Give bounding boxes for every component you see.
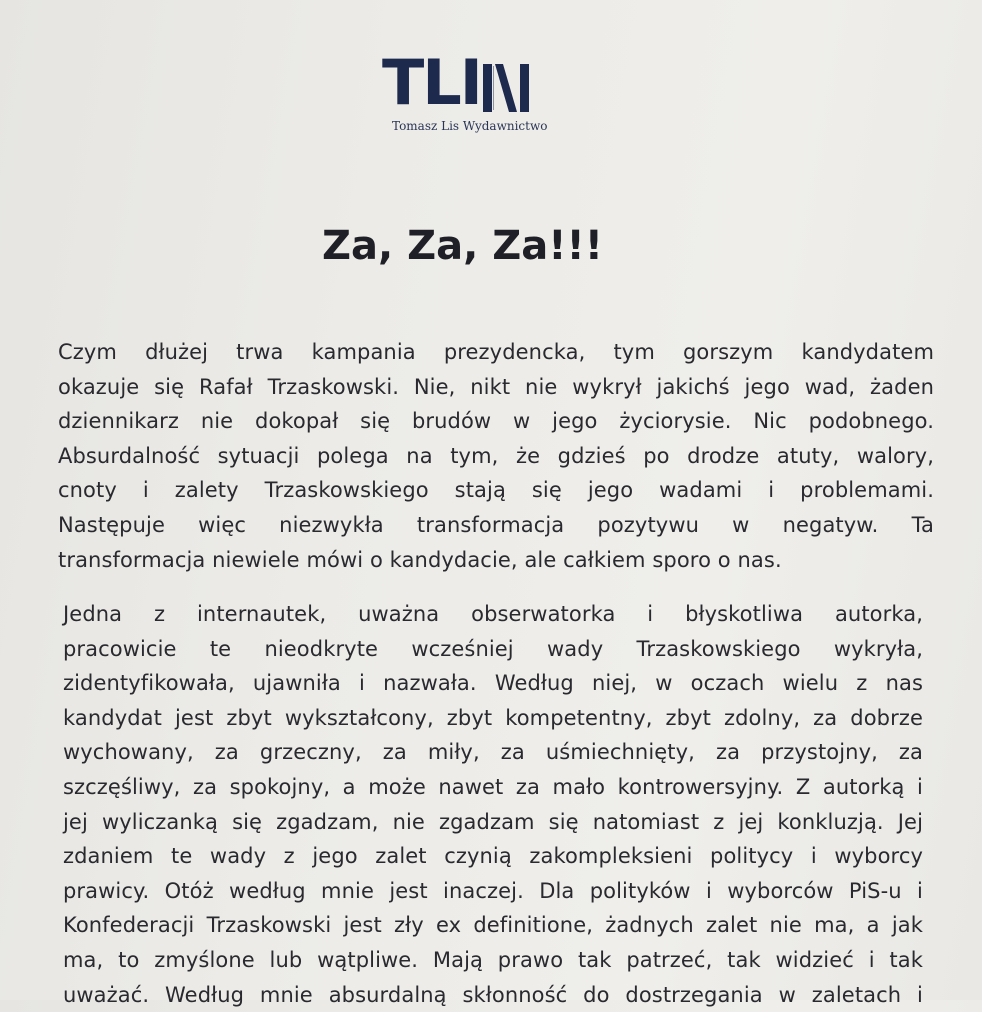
paragraph-line: kandydat jest zbyt wykształcony, zbyt kompetentny, zbyt zdolny, za dobrze	[63, 705, 923, 730]
paragraph-line: wychowany, za grzeczny, za miły, za uśmiechnięty, za przystojny, za	[63, 740, 923, 765]
paragraph-line: Jedna z internautek, uważna obserwatorka i błyskotliwa autorka,	[63, 602, 923, 626]
paragraph-line: dziennikarz nie dokopał się brudów w jego życiorysie. Nic podobnego.	[58, 409, 934, 434]
logo-mark	[382, 46, 529, 119]
paragraph-line: prawicy. Otóż według mnie jest inaczej. Dla polityków i wyborców PiS-u i	[63, 878, 923, 903]
paragraph-line: Absurdalność sytuacji polega na tym, że gdzieś po drodze atuty, walory,	[58, 443, 934, 468]
article-title: Za, Za, Za!!!	[322, 223, 603, 269]
paragraph-line: zidentyfikowała, ujawniła i nazwała. Według niej, w oczach wielu z nas	[63, 671, 923, 696]
paragraph-line: transformacja niewiele mówi o kandydacie, ale całkiem sporo o nas.	[58, 547, 782, 572]
paragraph-line: zdaniem te wady z jego zalet czynią zakompleksieni politycy i wyborcy	[63, 844, 923, 869]
paragraph-line: Czym dłużej trwa kampania prezydencka, tym gorszym kandydatem	[58, 340, 934, 364]
paragraph-line: pracowicie te nieodkryte wcześniej wady Trzaskowskiego wykryła,	[63, 636, 923, 661]
paragraph-line: cnoty i zalety Trzaskowskiego stają się jego wadami i problemami.	[58, 478, 934, 503]
publisher-logo	[382, 46, 552, 136]
paragraph-line: okazuje się Rafał Trzaskowski. Nie, nikt nie wykrył jakichś jego wad, żaden	[58, 374, 934, 399]
paragraph-line: jej wyliczanką się zgadzam, nie zgadzam się natomiast z jej konkluzją. Jej	[63, 809, 923, 834]
logo-book-n-icon	[483, 62, 529, 112]
paragraph-1	[58, 335, 934, 577]
paragraph-2	[63, 597, 923, 1012]
paragraph-line: ma, to zmyślone lub wątpliwe. Mają prawo tak patrzeć, tak widzieć i tak	[63, 947, 923, 972]
paragraph-line: Następuje więc niezwykła transformacja pozytywu w negatyw. Ta	[58, 512, 934, 537]
paragraph-line: Konfederacji Trzaskowski jest zły ex definitione, żadnych zalet nie ma, a jak	[63, 913, 923, 938]
paragraph-line: uważać. Według mnie absurdalną skłonność do dostrzegania w zaletach i	[63, 982, 923, 1007]
logo-subtitle: Tomasz Lis Wydawnictwo	[392, 119, 548, 133]
logo-letters: TLI	[382, 46, 481, 119]
paragraph-line: szczęśliwy, za spokojny, a może nawet za mało kontrowersyjny. Z autorką i	[63, 774, 923, 799]
